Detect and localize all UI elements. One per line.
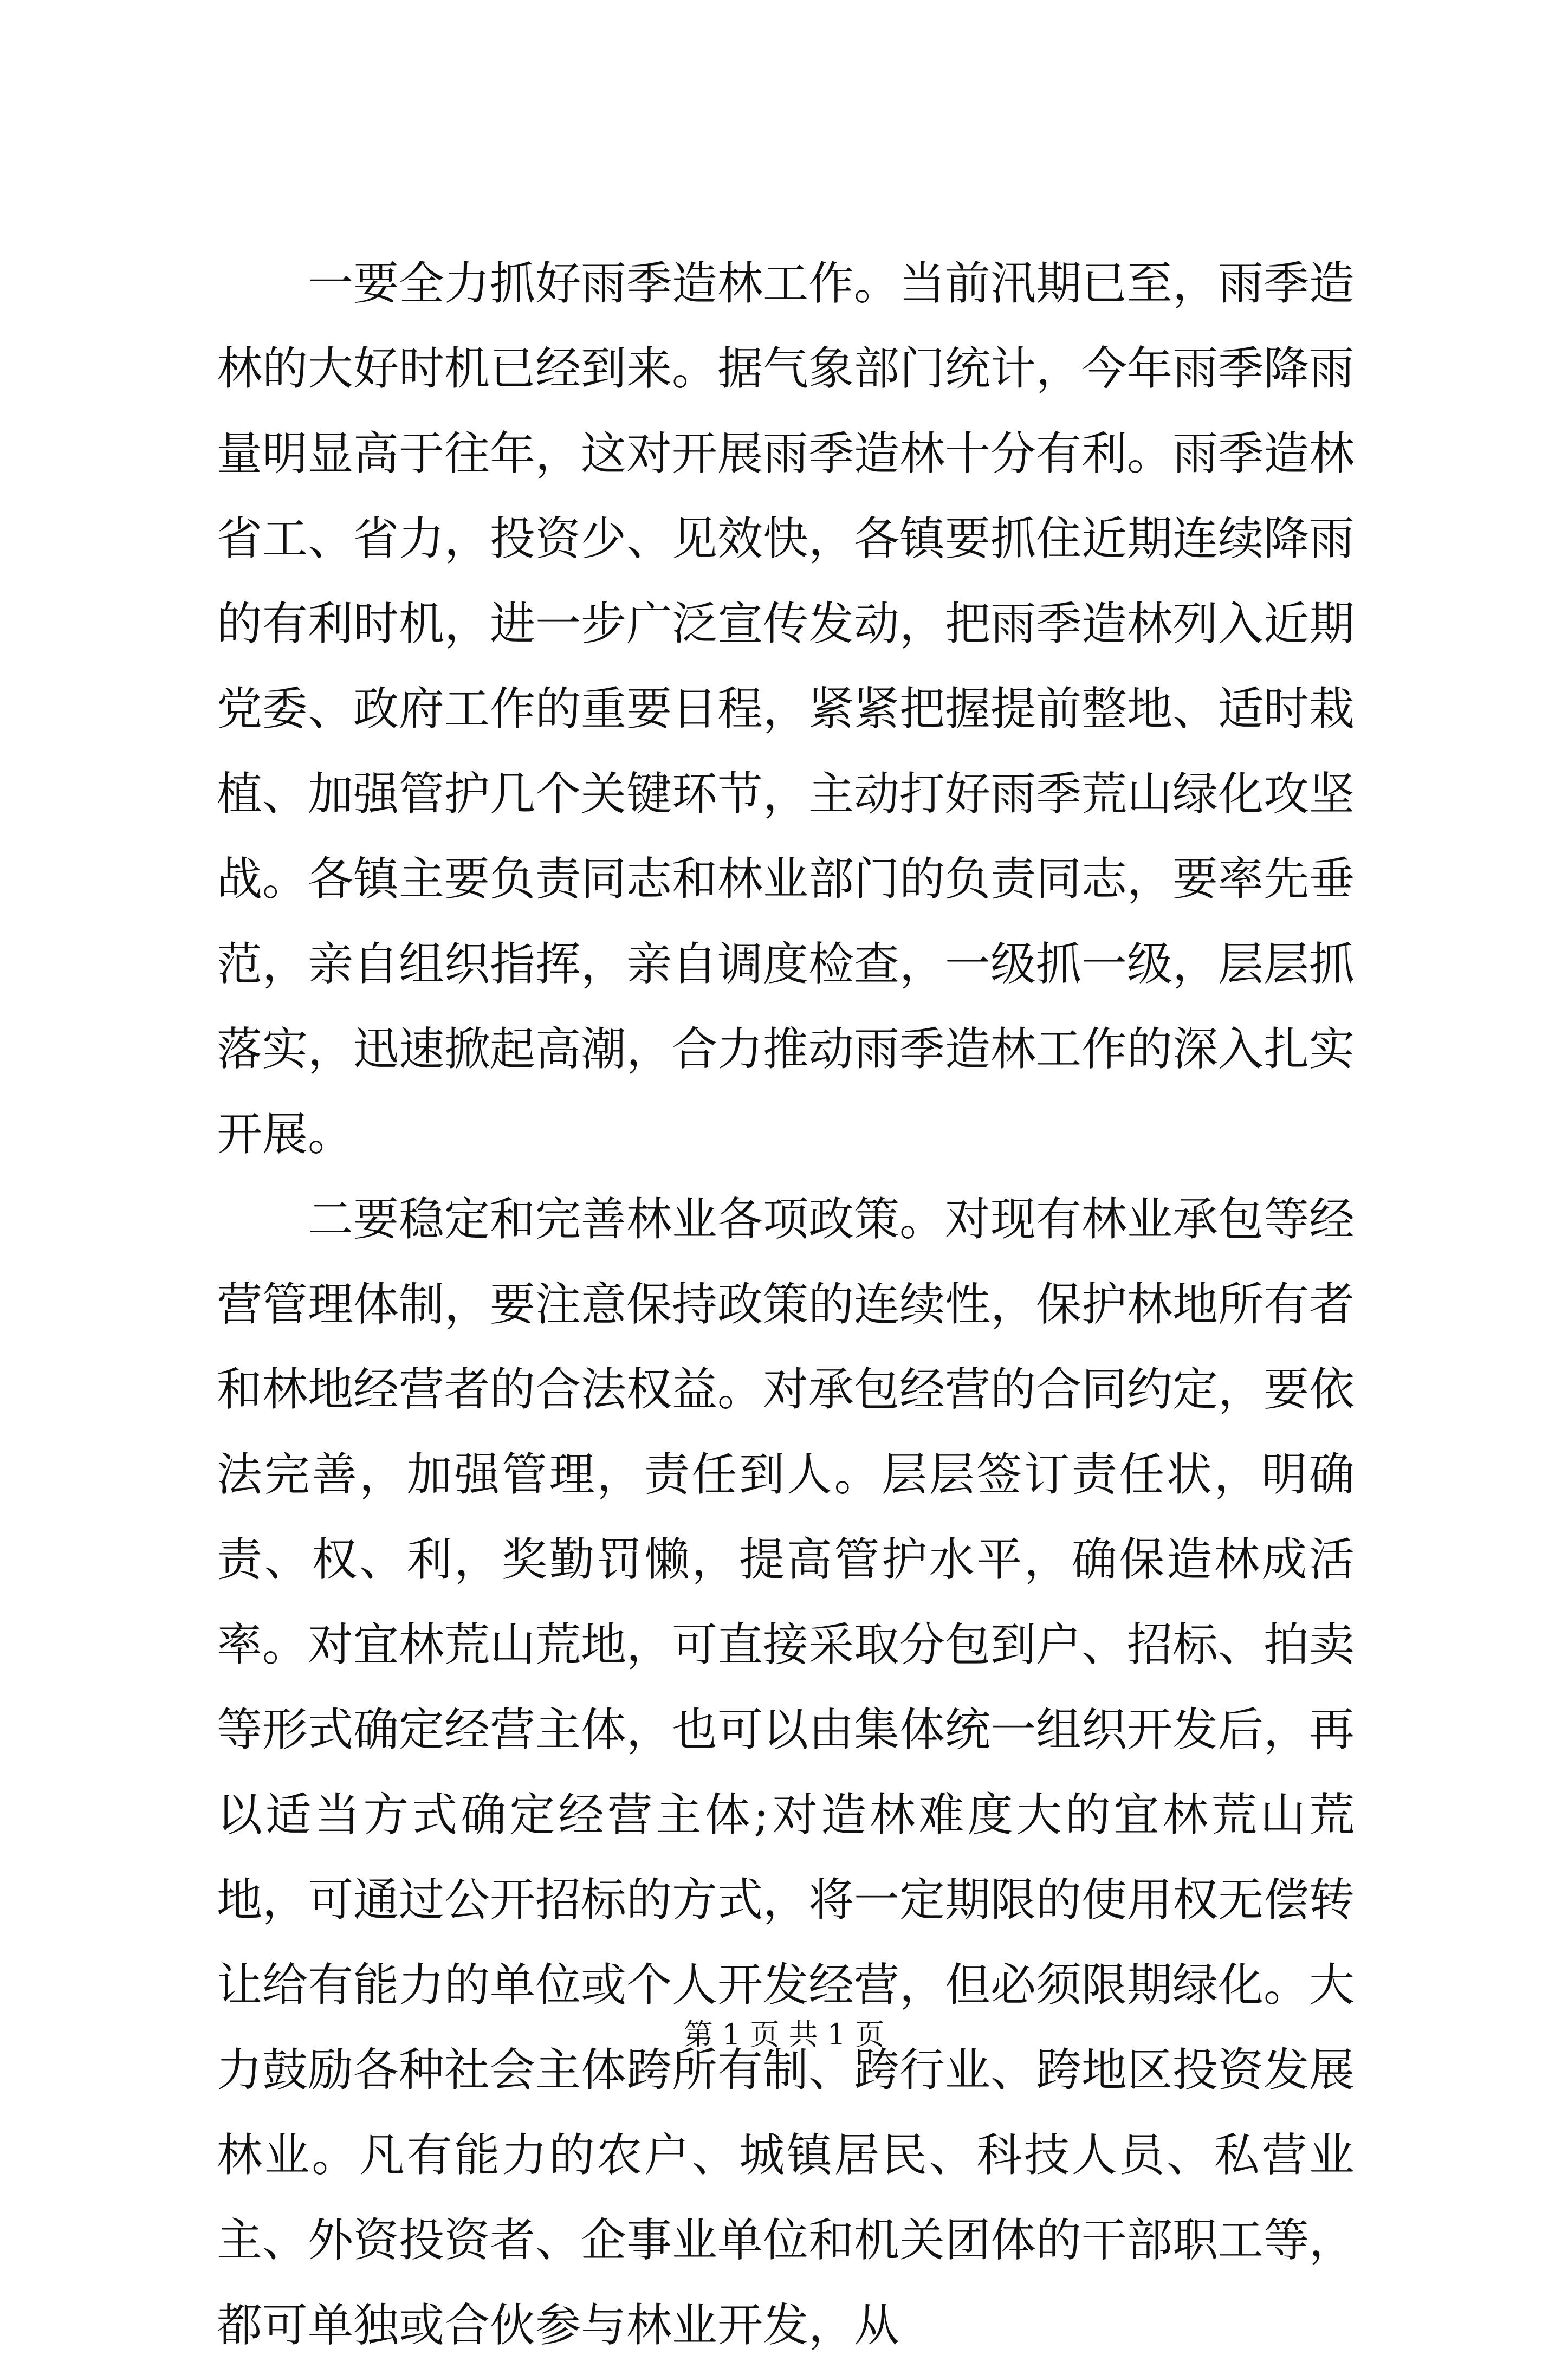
page-footer [0,2013,1568,2056]
paragraph-1: 一要全力抓好雨季造林工作。当前汛期已至，雨季造林的大好时机已经到来。据气象部门统计，今年雨季降雨量明显高于往年，这对开展雨季造林十分有利。雨季造林省工、省力，投资少、见效快，各镇要抓住近期连续降雨的有利时机，进一步广泛宣传发动，把雨季造林列入近期党委、政府工作的重要日程，紧紧把握提前整地、适时栽植、加强管护几个关键环节，主动打好雨季荒山绿化攻坚战。各镇主要负责同志和林业部门的负责同志，要率先垂范，亲自组织指挥，亲自调度检查，一级抓一级，层层抓落实，迅速掀起高潮，合力推动雨季造林工作的深入扎实开展。 [217,257,1355,1161]
paragraph-2: 二要稳定和完善林业各项政策。对现有林业承包等经营管理体制，要注意保持政策的连续性，保护林地所有者和林地经营者的合法权益。对承包经营的合同约定，要依法完善，加强管理，责任到人。层层签订责任状，明确责、权、利，奖勤罚懒，提高管护水平，确保造林成活率。对宜林荒山荒地，可直接采取分包到户、招标、拍卖等形式确定经营主体，也可以由集体统一组织开发后，再以适当方式确定经营主体;对造林难度大的宜林荒山荒地，可通过公开招标的方式，将一定期限的使用权无偿转让给有能力的单位或个人开发经营，但必须限期绿化。大力鼓励各种社会主体跨所有制、跨行业、跨地区投资发展林业。凡有能力的农户、城镇居民、科技人员、私营业主、外资投资者、企事业单位和机关团体的干部职工等，都可单独或合伙参与林业开发，从 [217,1193,1355,2352]
page-number-label: 第 1 页 共 1 页 [683,2017,885,2052]
